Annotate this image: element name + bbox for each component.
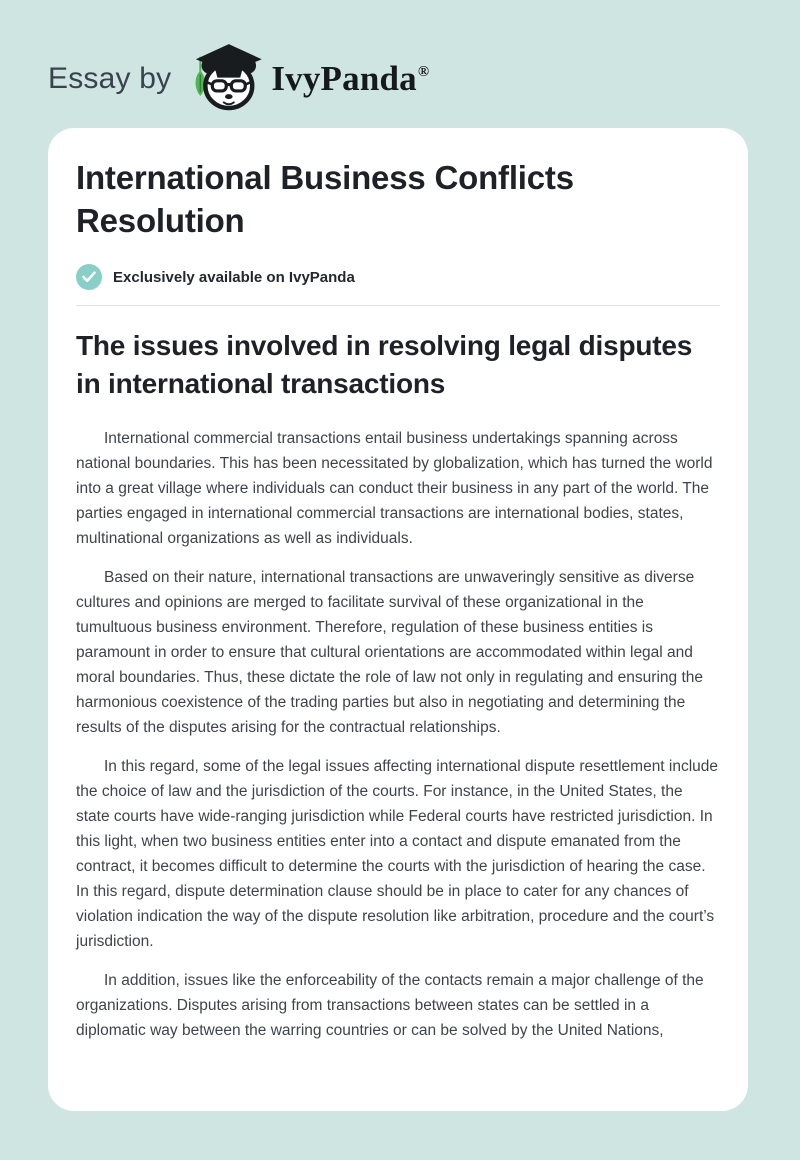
divider [76, 305, 720, 306]
check-icon [76, 264, 102, 290]
essay-card [48, 128, 748, 1111]
registered-trademark-symbol: ® [417, 64, 430, 80]
section-heading: The issues involved in resolving legal disputes in international transactions [76, 330, 693, 399]
essay-by-label: Essay by [48, 62, 172, 95]
brand-text: IvyPanda [271, 59, 417, 98]
essay-paragraph-2: Based on their nature, international transactions are unwaveringly sensitive as diverse cultures and opinions are merged to facilitate survival of these organizational in the tumultuous business environment. Therefore, regulation of these business entities is paramount in order to ensure that cultural orientations are accommodated within legal and moral boundaries. Thus, these dictate the role of law not only in regulating and ensuring the harmonious coexistence of the trading parties but also in negotiating and determining the results of the disputes arising for the contractual relationships. [76, 569, 703, 736]
panda-graduate-icon [187, 39, 263, 115]
essay-body [76, 426, 720, 1043]
article-title: International Business Conflicts Resolution [76, 159, 574, 239]
brand-name [271, 59, 428, 99]
exclusive-badge [76, 264, 720, 290]
essay-paragraph-3: In this regard, some of the legal issues affecting international dispute resettlement include the choice of law and the jurisdiction of the courts. For instance, in the United States, the state courts have wide-ranging jurisdiction while Federal courts have restricted jurisdiction. In this light, when two business entities enter into a contact and dispute emanated from the contract, it becomes difficult to determine the courts with the jurisdiction of hearing the case. In this regard, dispute determination clause should be in place to cater for any chances of violation indication the way of the dispute resolution like arbitration, procedure and the court’s jurisdiction. [76, 758, 719, 950]
header [0, 0, 800, 128]
essay-paragraph-4: In addition, issues like the enforceability of the contacts remain a major challenge of the organizations. Disputes arising from transactions between states can be settled in a diplomatic way between the warring countries or can be solved by the United Nations, [76, 972, 704, 1039]
essay-paragraph-1: International commercial transactions entail business undertakings spanning across national boundaries. This has been necessitated by globalization, which has turned the world into a great village where individuals can conduct their business in any part of the world. The parties engaged in international commercial transactions are international bodies, states, multinational organizations as well as individuals. [76, 430, 713, 547]
badge-label: Exclusively available on IvyPanda [113, 268, 355, 286]
